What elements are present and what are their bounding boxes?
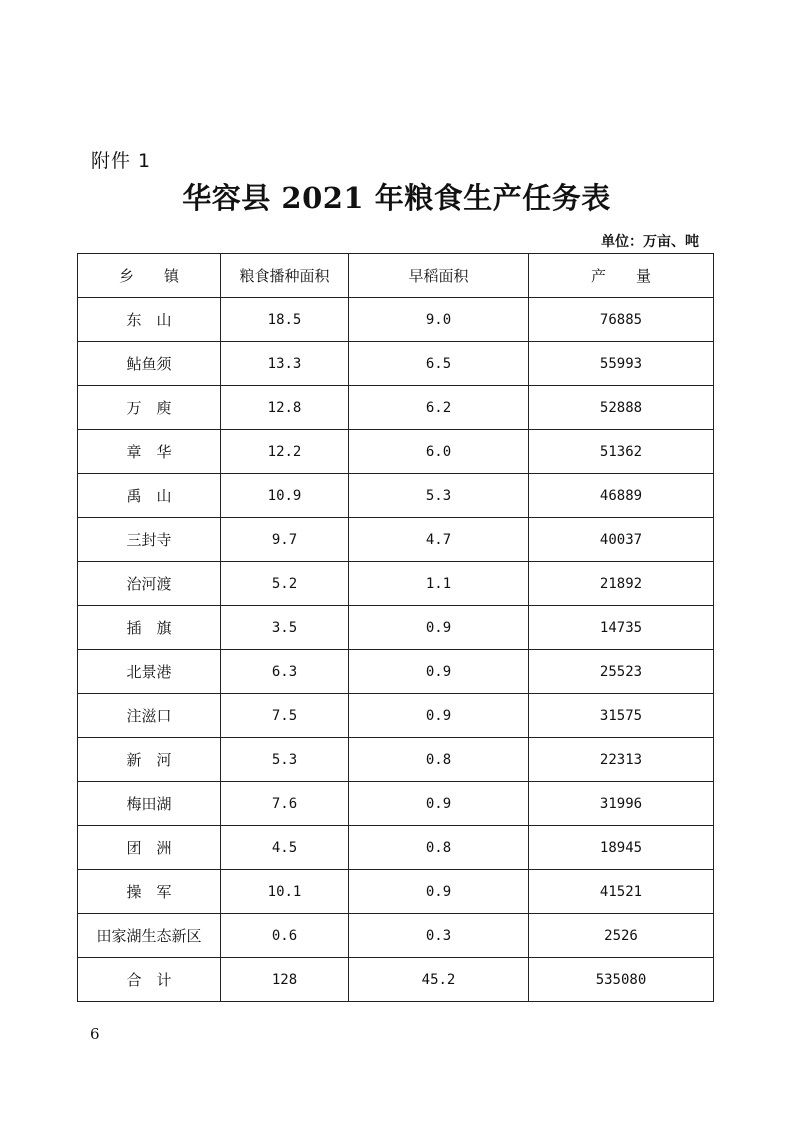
table-row bbox=[78, 650, 714, 694]
unit-label: 单位：万亩、吨 bbox=[601, 234, 699, 250]
cell-early-rice-area: 5.3 bbox=[349, 474, 529, 518]
cell-town: 禹 山 bbox=[78, 474, 221, 518]
cell-output: 535080 bbox=[529, 958, 714, 1002]
cell-town: 三封寺 bbox=[78, 518, 221, 562]
cell-grain-area: 13.3 bbox=[221, 342, 349, 386]
table-row bbox=[78, 430, 714, 474]
cell-town: 东 山 bbox=[78, 298, 221, 342]
table-row bbox=[78, 474, 714, 518]
cell-town: 插 旗 bbox=[78, 606, 221, 650]
cell-early-rice-area: 6.2 bbox=[349, 386, 529, 430]
cell-grain-area: 3.5 bbox=[221, 606, 349, 650]
cell-early-rice-area: 6.0 bbox=[349, 430, 529, 474]
table-row bbox=[78, 298, 714, 342]
cell-grain-area: 12.8 bbox=[221, 386, 349, 430]
total-row bbox=[78, 958, 714, 1002]
cell-early-rice-area: 0.9 bbox=[349, 694, 529, 738]
cell-town: 合 计 bbox=[78, 958, 221, 1002]
cell-early-rice-area: 0.9 bbox=[349, 650, 529, 694]
header-row bbox=[78, 254, 714, 298]
cell-town: 北景港 bbox=[78, 650, 221, 694]
cell-early-rice-area: 4.7 bbox=[349, 518, 529, 562]
table-row bbox=[78, 694, 714, 738]
table-row bbox=[78, 562, 714, 606]
cell-output: 40037 bbox=[529, 518, 714, 562]
table-row bbox=[78, 782, 714, 826]
table-row bbox=[78, 914, 714, 958]
cell-town: 鲇鱼须 bbox=[78, 342, 221, 386]
cell-output: 14735 bbox=[529, 606, 714, 650]
table-row bbox=[78, 386, 714, 430]
cell-output: 51362 bbox=[529, 430, 714, 474]
cell-grain-area: 5.3 bbox=[221, 738, 349, 782]
cell-town: 注滋口 bbox=[78, 694, 221, 738]
column-header-early-rice-area: 早稻面积 bbox=[349, 254, 529, 298]
cell-town: 新 河 bbox=[78, 738, 221, 782]
cell-town: 操 军 bbox=[78, 870, 221, 914]
cell-early-rice-area: 6.5 bbox=[349, 342, 529, 386]
cell-grain-area: 9.7 bbox=[221, 518, 349, 562]
grain-production-table bbox=[77, 253, 714, 1002]
cell-grain-area: 10.1 bbox=[221, 870, 349, 914]
table-body bbox=[78, 298, 714, 1002]
attachment-label: 附件 1 bbox=[91, 150, 152, 172]
cell-early-rice-area: 0.9 bbox=[349, 870, 529, 914]
cell-output: 31996 bbox=[529, 782, 714, 826]
cell-grain-area: 12.2 bbox=[221, 430, 349, 474]
cell-output: 55993 bbox=[529, 342, 714, 386]
table-row bbox=[78, 606, 714, 650]
page-number: 6 bbox=[90, 1025, 100, 1043]
cell-grain-area: 5.2 bbox=[221, 562, 349, 606]
cell-early-rice-area: 0.9 bbox=[349, 782, 529, 826]
cell-grain-area: 0.6 bbox=[221, 914, 349, 958]
cell-output: 41521 bbox=[529, 870, 714, 914]
cell-early-rice-area: 0.3 bbox=[349, 914, 529, 958]
cell-town: 田家湖生态新区 bbox=[78, 914, 221, 958]
column-header-town: 乡 镇 bbox=[78, 254, 221, 298]
column-header-output: 产 量 bbox=[529, 254, 714, 298]
cell-early-rice-area: 0.9 bbox=[349, 606, 529, 650]
cell-output: 25523 bbox=[529, 650, 714, 694]
cell-town: 万 庾 bbox=[78, 386, 221, 430]
table-row bbox=[78, 826, 714, 870]
cell-grain-area: 128 bbox=[221, 958, 349, 1002]
cell-early-rice-area: 0.8 bbox=[349, 826, 529, 870]
column-header-grain-area: 粮食播种面积 bbox=[221, 254, 349, 298]
cell-town: 章 华 bbox=[78, 430, 221, 474]
cell-grain-area: 10.9 bbox=[221, 474, 349, 518]
table-row bbox=[78, 518, 714, 562]
cell-early-rice-area: 45.2 bbox=[349, 958, 529, 1002]
cell-early-rice-area: 1.1 bbox=[349, 562, 529, 606]
cell-grain-area: 7.5 bbox=[221, 694, 349, 738]
cell-output: 46889 bbox=[529, 474, 714, 518]
cell-output: 22313 bbox=[529, 738, 714, 782]
table-row bbox=[78, 738, 714, 782]
cell-output: 2526 bbox=[529, 914, 714, 958]
cell-output: 21892 bbox=[529, 562, 714, 606]
page-title: 华容县 2021 年粮食生产任务表 bbox=[182, 181, 611, 215]
cell-early-rice-area: 9.0 bbox=[349, 298, 529, 342]
table-row bbox=[78, 870, 714, 914]
cell-town: 团 洲 bbox=[78, 826, 221, 870]
cell-early-rice-area: 0.8 bbox=[349, 738, 529, 782]
cell-output: 31575 bbox=[529, 694, 714, 738]
cell-output: 76885 bbox=[529, 298, 714, 342]
cell-grain-area: 7.6 bbox=[221, 782, 349, 826]
cell-grain-area: 18.5 bbox=[221, 298, 349, 342]
cell-town: 梅田湖 bbox=[78, 782, 221, 826]
cell-output: 52888 bbox=[529, 386, 714, 430]
cell-output: 18945 bbox=[529, 826, 714, 870]
cell-town: 治河渡 bbox=[78, 562, 221, 606]
table-row bbox=[78, 342, 714, 386]
cell-grain-area: 4.5 bbox=[221, 826, 349, 870]
table-header bbox=[78, 254, 714, 298]
cell-grain-area: 6.3 bbox=[221, 650, 349, 694]
